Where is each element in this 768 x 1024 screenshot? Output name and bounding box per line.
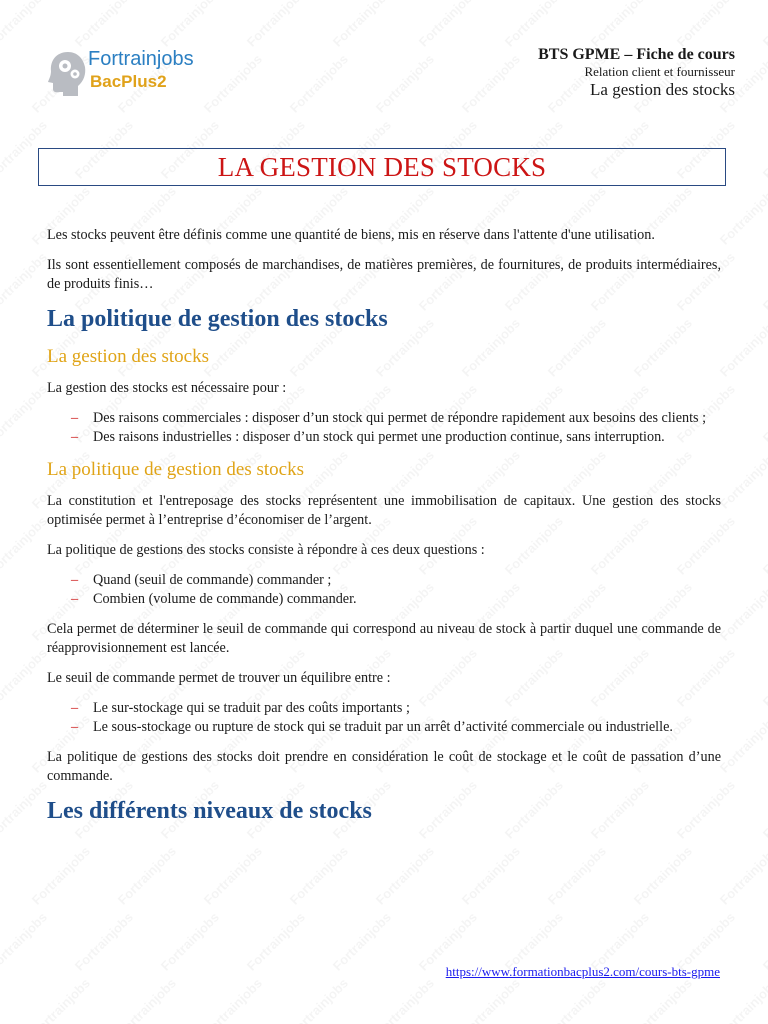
- section-heading: La politique de gestion des stocks: [47, 306, 388, 332]
- watermark-text: [201, 975, 265, 1024]
- watermark-text: [0, 909, 50, 973]
- watermark-text: [287, 51, 351, 115]
- bullet-list: [47, 409, 721, 447]
- watermark-text: [760, 645, 768, 709]
- document-body: [47, 226, 721, 837]
- watermark-text: [760, 513, 768, 577]
- watermark-text: [631, 843, 695, 907]
- brand-name: Fortrainjobs: [88, 48, 194, 70]
- document-header: [538, 45, 735, 101]
- watermark-text: [29, 975, 93, 1024]
- watermark-text: [373, 51, 437, 115]
- watermark-text: [244, 0, 308, 50]
- dash-bullet-icon: –: [71, 719, 79, 735]
- subsection-heading: La politique de gestion des stocks: [47, 459, 304, 480]
- watermark-text: [760, 0, 768, 50]
- watermark-text: [717, 711, 768, 775]
- watermark-text: [201, 843, 265, 907]
- watermark-text: [760, 909, 768, 973]
- watermark-text: [760, 117, 768, 181]
- watermark-text: [717, 843, 768, 907]
- watermark-text: [115, 975, 179, 1024]
- watermark-text: [115, 843, 179, 907]
- watermark-text: [588, 0, 652, 50]
- list-item: [71, 699, 721, 718]
- watermark-text: [287, 843, 351, 907]
- title-box: [38, 148, 726, 186]
- list-item: [71, 590, 721, 609]
- list-item-text: Le sur-stockage qui se traduit par des coûts importants ;: [93, 700, 410, 716]
- watermark-text: [72, 909, 136, 973]
- course-label: BTS GPME – Fiche de cours: [538, 46, 735, 63]
- paragraph: La gestion des stocks est nécessaire pour :: [47, 380, 287, 396]
- watermark-text: [760, 249, 768, 313]
- watermark-text: [717, 975, 768, 1024]
- logo[interactable]: [48, 48, 228, 104]
- watermark-text: [330, 0, 394, 50]
- watermark-text: [330, 909, 394, 973]
- paragraph: La constitution et l'entreposage des stocks représentent une immobilisation de capitaux. Une gestion des stocks optimisée permet à l’entreprise d’économiser de l’argent.: [47, 493, 721, 528]
- list-item-text: Des raisons industrielles : disposer d’un stock qui permet une production continue, sans interruption.: [93, 429, 665, 445]
- watermark-text: [0, 777, 50, 841]
- watermark-text: [459, 843, 523, 907]
- watermark-text: [545, 843, 609, 907]
- dash-bullet-icon: –: [71, 572, 79, 588]
- list-item-text: Des raisons commerciales : disposer d’un stock qui permet de répondre rapidement aux besoins des clients ;: [93, 410, 707, 426]
- brand-subtitle: BacPlus2: [90, 72, 167, 91]
- watermark-text: [717, 183, 768, 247]
- watermark-text: [373, 843, 437, 907]
- watermark-text: [416, 0, 480, 50]
- list-item: [71, 571, 721, 590]
- watermark-text: [0, 513, 50, 577]
- section-heading: Les différents niveaux de stocks: [47, 798, 372, 824]
- watermark-text: [29, 843, 93, 907]
- watermark-text: [72, 0, 136, 50]
- bullet-list: [47, 699, 721, 737]
- watermark-text: [717, 315, 768, 379]
- watermark-text: [545, 975, 609, 1024]
- list-item-text: Quand (seuil de commande) commander ;: [93, 572, 332, 588]
- list-item: [71, 428, 721, 447]
- head-gears-icon: [48, 50, 88, 96]
- page-title: LA GESTION DES STOCKS: [217, 151, 547, 182]
- dash-bullet-icon: –: [71, 410, 79, 426]
- list-item: [71, 718, 721, 737]
- watermark-text: [244, 909, 308, 973]
- dash-bullet-icon: –: [71, 700, 79, 716]
- watermark-text: [158, 0, 222, 50]
- list-item: [71, 409, 721, 428]
- dash-bullet-icon: –: [71, 429, 79, 445]
- paragraph: La politique de gestions des stocks consiste à répondre à ces deux questions :: [47, 542, 485, 558]
- topic-label: Relation client et fournisseur: [584, 64, 735, 79]
- watermark-text: [373, 975, 437, 1024]
- watermark-text: [0, 249, 50, 313]
- watermark-text: [158, 909, 222, 973]
- bullet-list: [47, 571, 721, 609]
- watermark-text: [0, 381, 50, 445]
- watermark-text: [717, 447, 768, 511]
- dash-bullet-icon: –: [71, 591, 79, 607]
- watermark-text: [760, 777, 768, 841]
- watermark-text: [0, 645, 50, 709]
- watermark-text: [717, 579, 768, 643]
- watermark-text: [459, 51, 523, 115]
- subsection-heading: La gestion des stocks: [47, 346, 210, 367]
- list-item-text: Le sous-stockage ou rupture de stock qui se traduit par un arrêt d’activité commerciale ou industrielle.: [93, 719, 673, 735]
- subject-label: La gestion des stocks: [590, 80, 735, 99]
- paragraph: La politique de gestions des stocks doit prendre en considération le coût de stockage et le coût de passation d’une commande.: [47, 749, 721, 784]
- watermark-text: [502, 0, 566, 50]
- list-item-text: Combien (volume de commande) commander.: [93, 591, 357, 607]
- watermark-text: [0, 0, 50, 50]
- watermark-text: [631, 975, 695, 1024]
- footer-link[interactable]: https://www.formationbacplus2.com/cours-bts-gpme: [445, 964, 720, 979]
- paragraph: Cela permet de déterminer le seuil de commande qui correspond au niveau de stock à partir duquel une commande de réapprovisionnement est lancée.: [47, 621, 721, 656]
- paragraph: Le seuil de commande permet de trouver un équilibre entre :: [47, 670, 391, 686]
- watermark-text: [287, 975, 351, 1024]
- watermark-text: [459, 975, 523, 1024]
- intro-paragraph: Ils sont essentiellement composés de marchandises, de matières premières, de fournitures, de produits intermédiaires, de produits finis…: [47, 257, 721, 292]
- watermark-text: [674, 0, 738, 50]
- intro-paragraph: Les stocks peuvent être définis comme une quantité de biens, mis en réserve dans l'attente d'une utilisation.: [47, 227, 655, 243]
- watermark-text: [760, 381, 768, 445]
